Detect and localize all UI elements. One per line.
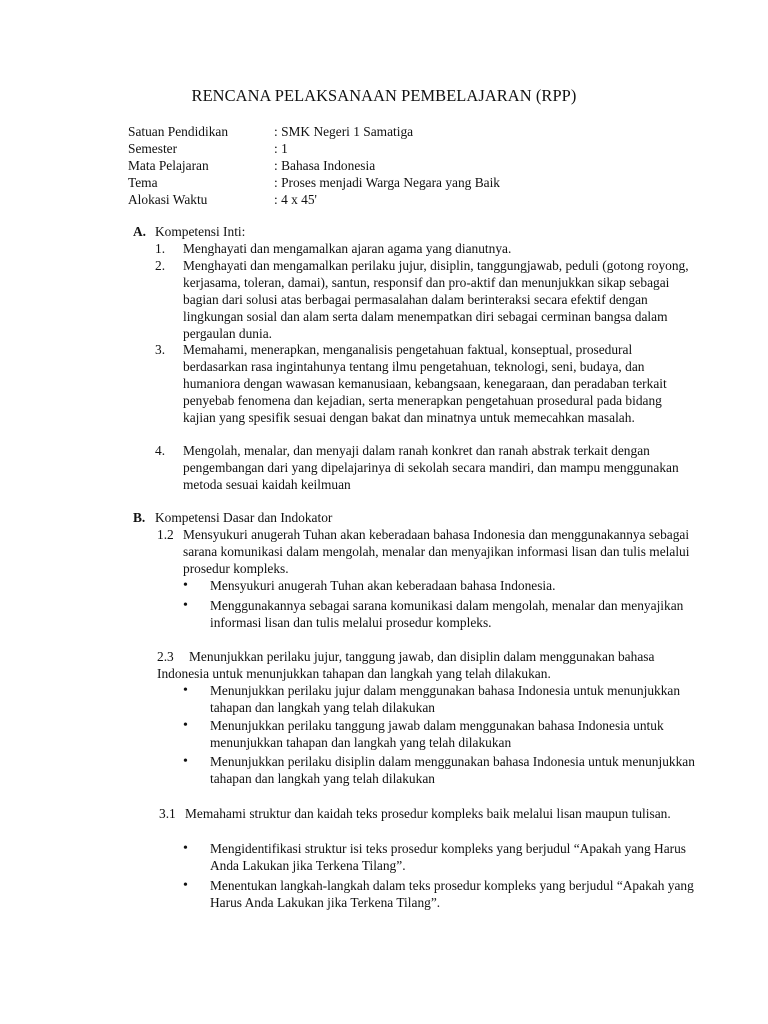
- bullet-icon: •: [183, 578, 188, 593]
- ki-item-1: [155, 240, 695, 257]
- item-number: 3.: [155, 342, 166, 357]
- kd-3-1: [159, 805, 699, 822]
- ki-item-2: [155, 257, 695, 342]
- indicator-item: [183, 753, 703, 787]
- indicator-text: Menentukan langkah-langkah dalam teks prosedur kompleks yang berjudul “Apakah yang Harus Anda Lakukan jika Terkena Tilang”.: [210, 878, 694, 910]
- indicator-item: [183, 577, 703, 594]
- section-title: Kompetensi Dasar dan Indokator: [155, 510, 333, 525]
- kd-number: 3.1: [159, 806, 176, 821]
- section-a-heading: [133, 223, 245, 240]
- indicator-text: Menggunakannya sebagai sarana komunikasi dalam mengolah, menalar dan menyajikan informasi lisan dan tulis melalui prosedur kompleks.: [210, 598, 684, 630]
- kd-2-3: [157, 648, 697, 682]
- indicator-text: Mengidentifikasi struktur isi teks prosedur kompleks yang berjudul “Apakah yang Harus Anda Lakukan jika Terkena Tilang”.: [210, 841, 687, 873]
- kd-number: 2.3: [157, 649, 174, 664]
- item-text: Menghayati dan mengamalkan perilaku jujur, disiplin, tanggungjawab, peduli (gotong royong, kerjasama, toleran, damai), santun, responsif dan pro-aktif dan menunjukkan sikap sebagai bagian dari solusi atas berbagai permasalahan dalam berinteraksi secara efektif dengan lingkungan sosial dan alam serta dalam menempatkan diri sebagai cerminan bangsa dalam pergaulan dunia.: [183, 258, 689, 341]
- kd-text: Menunjukkan perilaku jujur, tanggung jawab, dan disiplin dalam menggunakan bahasa Indonesia untuk menunjukkan tahapan dan langkah yang telah dilakukan.: [157, 649, 655, 681]
- indicator-item: [183, 597, 703, 631]
- indicator-item: [183, 877, 703, 911]
- meta-label: Alokasi Waktu: [128, 192, 208, 207]
- section-letter: A.: [133, 224, 147, 239]
- item-number: 1.: [155, 241, 166, 256]
- kd-text: Memahami struktur dan kaidah teks prosedur kompleks baik melalui lisan maupun tulisan.: [185, 806, 671, 821]
- item-number: 4.: [155, 443, 166, 458]
- section-letter: B.: [133, 510, 146, 525]
- bullet-icon: •: [183, 683, 188, 698]
- item-text: Memahami, menerapkan, menganalisis pengetahuan faktual, konseptual, prosedural berdasarkan rasa ingintahunya tentang ilmu pengetahuan, teknologi, seni, budaya, dan humaniora dengan wawasan kemanusiaan, kebangsaan, kenegaraan, dan peradaban terkait penyebab fenomena dan kejadian, serta menerapkan pengetahuan prosedural pada bidang kajian yang spesifik sesuai dengan bakat dan minatnya untuk memecahkan masalah.: [183, 342, 667, 425]
- section-title: Kompetensi Inti:: [155, 224, 246, 239]
- item-text: Mengolah, menalar, dan menyaji dalam ranah konkret dan ranah abstrak terkait dengan pengembangan dari yang dipelajarinya di sekolah secara mandiri, dan mampu menggunakan metoda sesuai kaidah keilmuan: [183, 443, 679, 492]
- document-title: RENCANA PELAKSANAAN PEMBELAJARAN (RPP): [191, 86, 577, 105]
- bullet-icon: •: [183, 718, 188, 733]
- meta-value: : Bahasa Indonesia: [274, 158, 376, 173]
- kd-text: Mensyukuri anugerah Tuhan akan keberadaan bahasa Indonesia dan menggunakannya sebagai sarana komunikasi dalam mengolah, menalar dan menyajikan informasi lisan dan tulis melalui prosedur kompleks.: [183, 527, 690, 576]
- indicator-item: [183, 682, 703, 716]
- indicator-item: [183, 717, 703, 751]
- kd-1-2: [157, 526, 697, 577]
- indicator-item: [183, 840, 703, 874]
- meta-value: : Proses menjadi Warga Negara yang Baik: [274, 175, 501, 190]
- bullet-icon: •: [183, 878, 188, 893]
- item-text: Menghayati dan mengamalkan ajaran agama yang dianutnya.: [183, 241, 512, 256]
- indicator-text: Mensyukuri anugerah Tuhan akan keberadaan bahasa Indonesia.: [210, 578, 556, 593]
- bullet-icon: •: [183, 754, 188, 769]
- meta-value: : SMK Negeri 1 Samatiga: [274, 124, 414, 139]
- meta-label: Tema: [128, 175, 158, 190]
- bullet-icon: •: [183, 598, 188, 613]
- meta-value: : 1: [274, 141, 288, 156]
- meta-value: : 4 x 45': [274, 192, 317, 207]
- meta-label: Mata Pelajaran: [128, 158, 209, 173]
- meta-label: Satuan Pendidikan: [128, 124, 229, 139]
- meta-label: Semester: [128, 141, 178, 156]
- indicator-text: Menunjukkan perilaku disiplin dalam menggunakan bahasa Indonesia untuk menunjukkan tahapan dan langkah yang telah dilakukan: [210, 754, 695, 786]
- indicator-text: Menunjukkan perilaku jujur dalam menggunakan bahasa Indonesia untuk menunjukkan tahapan dan langkah yang telah dilakukan: [210, 683, 681, 715]
- ki-item-3: [155, 341, 695, 426]
- item-number: 2.: [155, 258, 166, 273]
- kd-number: 1.2: [157, 527, 174, 542]
- section-b-heading: [133, 509, 332, 526]
- bullet-icon: •: [183, 841, 188, 856]
- ki-item-4: [155, 442, 695, 493]
- indicator-text: Menunjukkan perilaku tanggung jawab dalam menggunakan bahasa Indonesia untuk menunjukkan tahapan dan langkah yang telah dilakukan: [210, 718, 664, 750]
